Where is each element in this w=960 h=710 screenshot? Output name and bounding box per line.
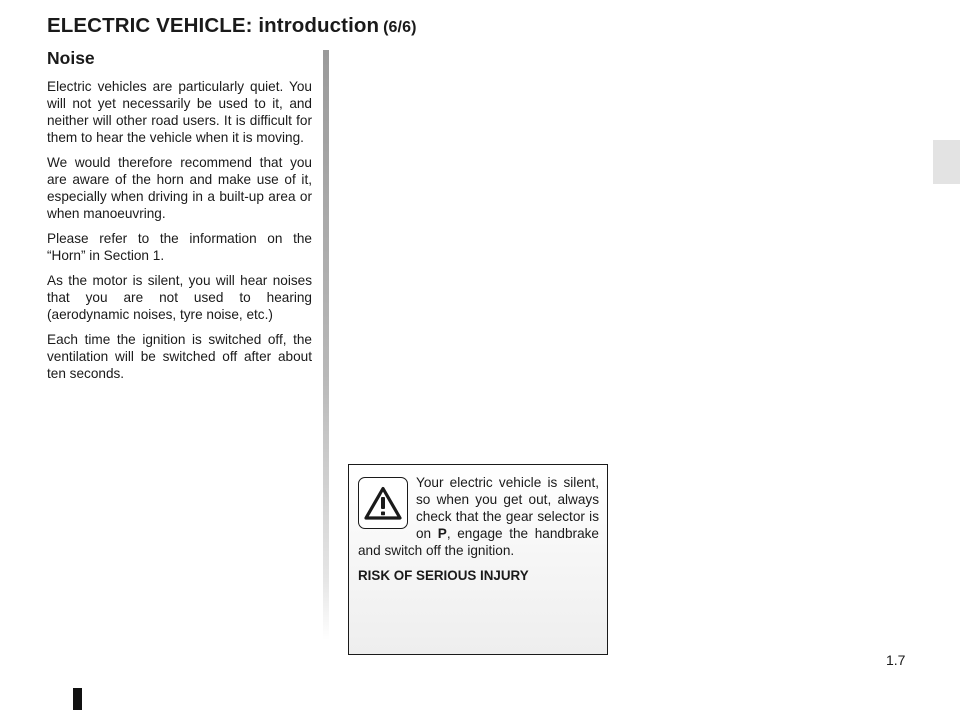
column-divider [323, 50, 329, 640]
warning-text-part-2: , engage the handbrake and switch off the ignition. [358, 526, 599, 558]
page-title-part: (6/6) [383, 19, 417, 36]
warning-risk-label: RISK OF SERIOUS INJURY [358, 568, 529, 583]
noise-section [47, 48, 312, 390]
noise-paragraph-5: Each time the ignition is switched off, the ventilation will be switched off after about ten seconds. [47, 332, 312, 381]
section-tab-marker [933, 140, 960, 184]
page-title-text: ELECTRIC VEHICLE: introduction [47, 14, 380, 37]
warning-text-part-1: Your electric vehicle is silent, so when you get out, always check that the gear selector is on [416, 475, 599, 541]
section-heading-noise: Noise [47, 48, 95, 68]
noise-paragraph-3: Please refer to the information on the “Horn” in Section 1. [47, 231, 312, 263]
noise-paragraph-4: As the motor is silent, you will hear noises that you are not used to hearing (aerodynamic noises, tyre noise, etc.) [47, 273, 312, 322]
warning-box [348, 464, 608, 655]
page-title [47, 14, 417, 38]
page-number: 1.7 [886, 652, 906, 668]
crop-mark [73, 688, 82, 710]
gear-selector-position: P [437, 526, 447, 541]
noise-paragraph-1: Electric vehicles are particularly quiet. You will not yet necessarily be used to it, and neither will other road users. It is difficult for them to hear the vehicle when it is moving. [47, 79, 312, 145]
warning-triangle-icon [358, 477, 408, 529]
noise-paragraph-2: We would therefore recommend that you are aware of the horn and make use of it, especially when driving in a built-up area or when manoeuvring. [47, 155, 312, 221]
